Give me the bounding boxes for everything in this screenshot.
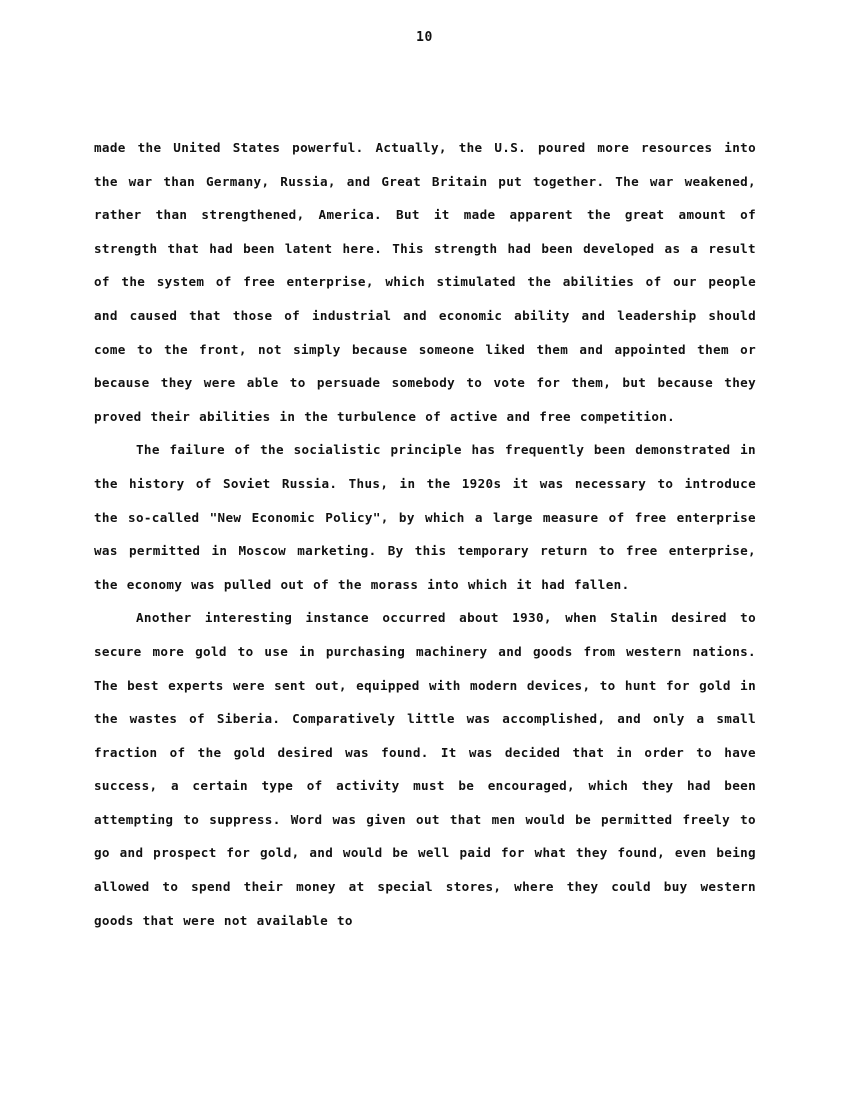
paragraph-gold-instance: Another interesting instance occurred about 1930, when Stalin desired to secure more gold to use in purchasing machinery and goods from western nations. The best experts were sent out, equipped with modern devices, to hunt for gold in the wastes of Siberia. Comparatively little was accomplished, and only a small fraction of the gold desired was found. It was decided that in order to have success, a certain type of activity must be encouraged, which they had been attempting to suppress. Word was given out that men would be permitted freely to go and prospect for gold, and would be well paid for what they found, even being allowed to spend their money at special stores, where they could buy western goods that were not available to (94, 610, 756, 928)
page-number: 10 (416, 30, 433, 45)
paragraph-socialism-failure: The failure of the socialistic principle has frequently been demonstrated in the history of Soviet Russia. Thus, in the 1920s it was necessary to introduce the so-called "New Economic Policy", by which a large measure of free enterprise was permitted in Moscow marketing. By this temporary return to free enterprise, the economy was pulled out of the morass into which it had fallen. (94, 442, 756, 592)
body-text (94, 131, 756, 937)
paragraph-continuation: made the United States powerful. Actually, the U.S. poured more resources into the war than Germany, Russia, and Great Britain put together. The war weakened, rather than strengthened, America. But it made apparent the great amount of strength that had been latent here. This strength had been developed as a result of the system of free enterprise, which stimulated the abilities of our people and caused that those of industrial and economic ability and leadership should come to the front, not simply because someone liked them and appointed them or because they were able to persuade somebody to vote for them, but because they proved their abilities in the turbulence of active and free competition. (94, 140, 756, 424)
